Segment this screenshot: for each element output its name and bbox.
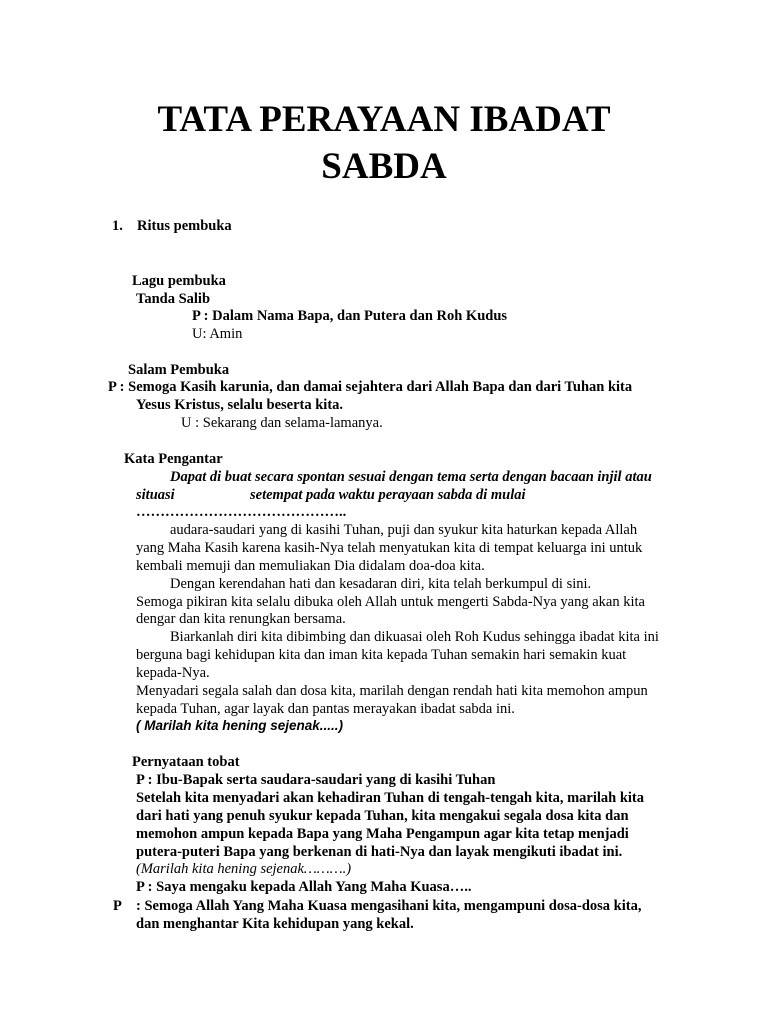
title-line-2: SABDA xyxy=(321,146,447,187)
kata-pengantar-closing: ( Marilah kita hening sejenak.....) xyxy=(136,718,344,733)
pernyataan-tobat-heading: Pernyataan tobat xyxy=(132,754,240,770)
kata-pengantar-body-4: Semoga pikiran kita selalu dibuka oleh Allah untuk mengerti Sabda-Nya yang akan kita xyxy=(136,594,645,610)
kata-pengantar-instruction-1: Dapat di buat secara spontan sesuai dengan tema serta dengan bacaan injil atau xyxy=(170,469,652,485)
tanda-salib-p: P : Dalam Nama Bapa, dan Putera dan Roh Kudus xyxy=(192,308,508,324)
pernyataan-tobat-line-0: P : Ibu-Bapak serta saudara-saudari yang di kasihi Tuhan xyxy=(136,772,496,788)
pernyataan-tobat-semoga-1: : Semoga Allah Yang Maha Kuasa mengasihani kita, mengampuni dosa-dosa kita, xyxy=(136,898,642,914)
salam-pembuka-p-line1: P : Semoga Kasih karunia, dan damai sejahtera dari Allah Bapa dan dari Tuhan kita xyxy=(108,379,633,395)
pernyataan-tobat-hening: (Marilah kita hening sejenak……….) xyxy=(136,861,352,877)
pernyataan-tobat-p-label: P xyxy=(113,898,122,914)
salam-pembuka-heading: Salam Pembuka xyxy=(128,362,230,378)
tanda-salib-heading: Tanda Salib xyxy=(136,291,211,307)
kata-pengantar-body-3: Dengan kerendahan hati dan kesadaran diri, kita telah berkumpul di sini. xyxy=(170,576,592,592)
section-number: 1. xyxy=(112,218,123,234)
pernyataan-tobat-semoga-2: dan menghantar Kita kehidupan yang kekal. xyxy=(136,916,414,932)
kata-pengantar-body-2: kembali memuji dan memuliakan Dia didalam doa-doa kita. xyxy=(136,558,485,574)
kata-pengantar-body-6: Biarkanlah diri kita dibimbing dan dikuasai oleh Roh Kudus sehingga ibadat kita ini xyxy=(170,629,659,645)
kata-pengantar-heading: Kata Pengantar xyxy=(124,451,223,467)
document-title xyxy=(0,96,768,190)
section-heading: Ritus pembuka xyxy=(137,218,232,234)
salam-pembuka-p-line2: Yesus Kristus, selalu beserta kita. xyxy=(136,397,344,413)
title-line-1: TATA PERAYAAN IBADAT xyxy=(157,99,611,140)
kata-pengantar-body-7: berguna bagi kehidupan kita dan iman kita kepada Tuhan semakin hari semakin kuat xyxy=(136,647,627,663)
tanda-salib-u: U: Amin xyxy=(192,326,243,342)
salam-pembuka-u: U : Sekarang dan selama-lamanya. xyxy=(181,415,383,431)
pernyataan-tobat-saya: P : Saya mengaku kepada Allah Yang Maha Kuasa….. xyxy=(136,879,472,895)
kata-pengantar-body-10: kepada Tuhan, agar layak dan pantas merayakan ibadat sabda ini. xyxy=(136,701,515,717)
pernyataan-tobat-line-4: putera-puteri Bapa yang berkenan di hati-Nya dan layak mengikuti ibadat ini. xyxy=(136,844,623,860)
lagu-pembuka-heading: Lagu pembuka xyxy=(132,273,226,289)
kata-pengantar-body-8: kepada-Nya. xyxy=(136,665,210,681)
kata-pengantar-dots: …………………………………….. xyxy=(136,504,347,520)
pernyataan-tobat-line-2: dari hati yang penuh syukur kepada Tuhan, kita mengakui segala dosa kita dan xyxy=(136,808,629,824)
kata-pengantar-instruction-2a: situasi xyxy=(136,487,175,503)
kata-pengantar-body-1: yang Maha Kasih karena kasih-Nya telah menyatukan kita di tempat keluarga ini untuk xyxy=(136,540,643,556)
pernyataan-tobat-line-3: memohon ampun kepada Bapa yang Maha Pengampun agar kita tetap menjadi xyxy=(136,826,629,842)
kata-pengantar-body-5: dengar dan kita renungkan bersama. xyxy=(136,611,346,627)
kata-pengantar-body-0: audara-saudari yang di kasihi Tuhan, puji dan syukur kita haturkan kepada Allah xyxy=(170,522,638,538)
kata-pengantar-body-9: Menyadari segala salah dan dosa kita, marilah dengan rendah hati kita memohon ampun xyxy=(136,683,648,699)
pernyataan-tobat-line-1: Setelah kita menyadari akan kehadiran Tuhan di tengah-tengah kita, marilah kita xyxy=(136,790,645,806)
kata-pengantar-instruction-2b: setempat pada waktu perayaan sabda di mulai xyxy=(250,487,526,503)
